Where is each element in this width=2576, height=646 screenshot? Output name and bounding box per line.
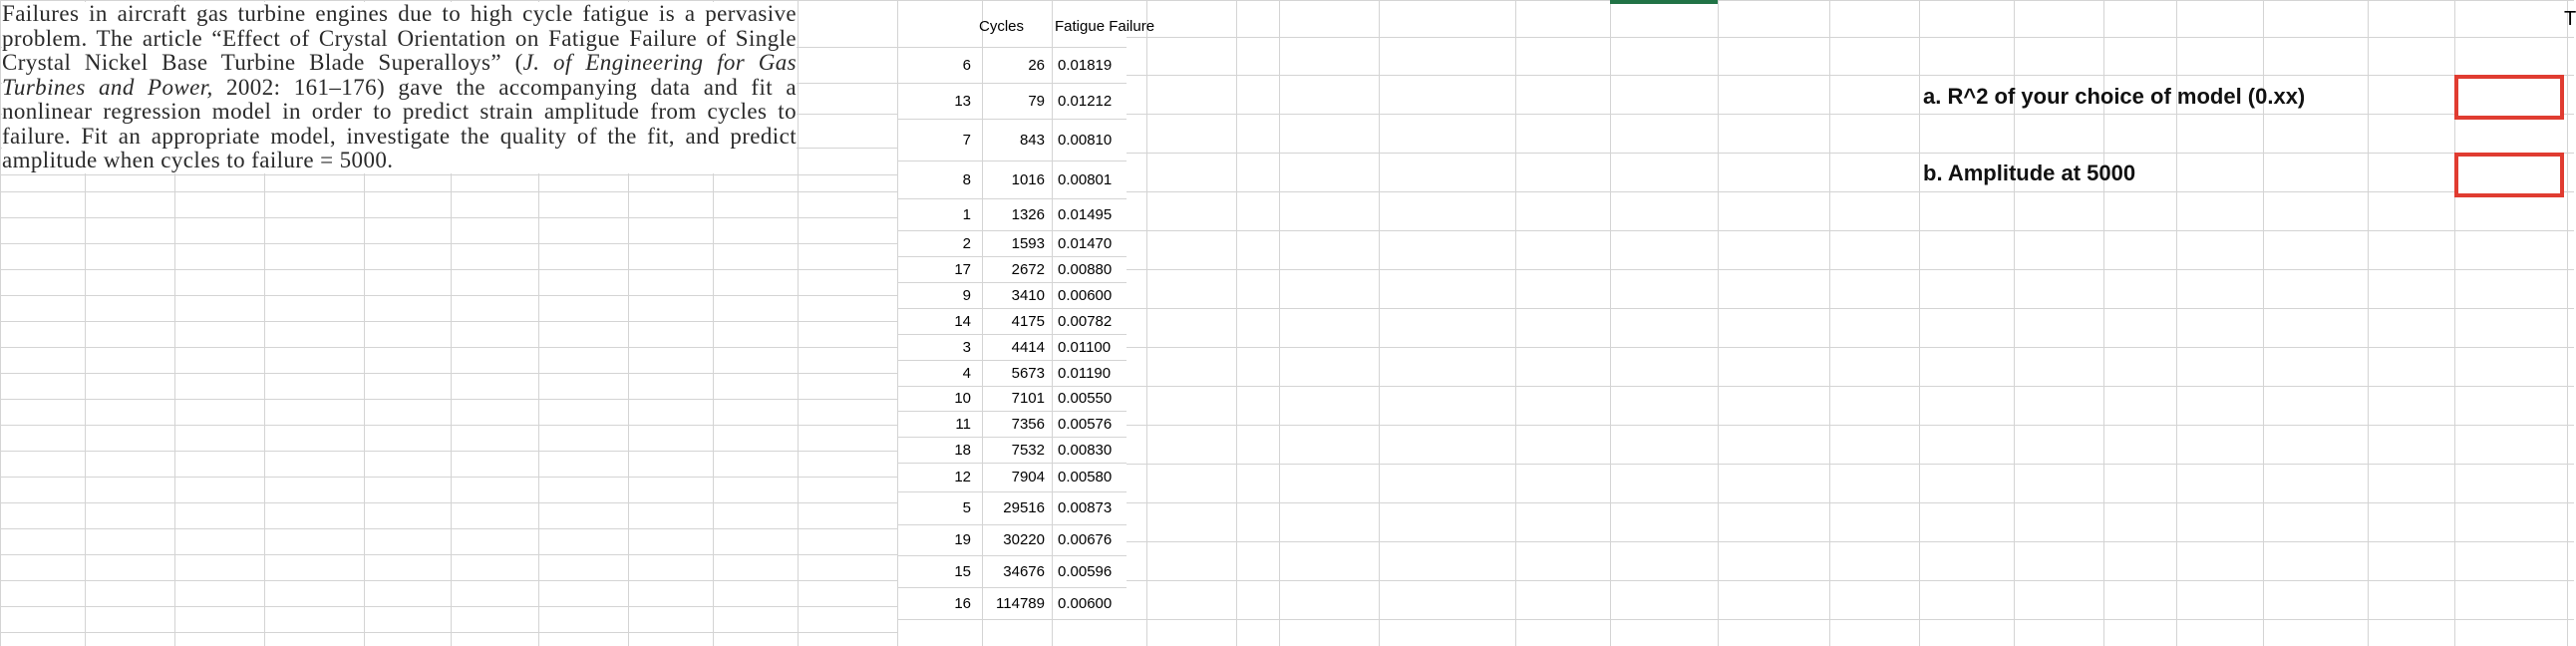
header-fatigue-failure[interactable]: Fatigue Failure — [1055, 17, 1155, 35]
fatigue-failure-cell[interactable]: 0.01100 — [1058, 338, 1112, 356]
cycles-cell[interactable]: 79 — [1028, 92, 1045, 110]
fatigue-failure-cell[interactable]: 0.01212 — [1058, 92, 1113, 110]
column-selection-indicator — [1610, 0, 1718, 4]
question-b-label: b. Amplitude at 5000 — [1923, 161, 2136, 185]
fatigue-failure-cell[interactable]: 0.00830 — [1058, 441, 1113, 459]
obs-number-cell[interactable]: 1 — [962, 205, 971, 223]
journal-name: J. of Engineering for Gas Turbines and Power, — [2, 50, 797, 100]
fatigue-failure-cell[interactable]: 0.00880 — [1058, 260, 1113, 278]
cycles-cell[interactable]: 5673 — [1011, 364, 1045, 382]
cycles-cell[interactable]: 29516 — [1003, 499, 1045, 516]
cycles-cell[interactable]: 7532 — [1011, 441, 1045, 459]
obs-number-cell[interactable]: 10 — [954, 390, 971, 407]
obs-number-cell[interactable]: 19 — [954, 531, 971, 548]
cycles-cell[interactable]: 1016 — [1011, 170, 1045, 188]
cycles-cell[interactable]: 30220 — [1003, 531, 1045, 548]
obs-number-cell[interactable]: 8 — [962, 170, 971, 188]
fatigue-failure-cell[interactable]: 0.00600 — [1058, 286, 1113, 304]
answer-a-input-cell[interactable] — [2454, 75, 2564, 120]
fatigue-failure-cell[interactable]: 0.01819 — [1058, 56, 1113, 74]
fatigue-failure-cell[interactable]: 0.01470 — [1058, 234, 1113, 252]
fatigue-failure-cell[interactable]: 0.00801 — [1058, 170, 1113, 188]
cycles-cell[interactable]: 2672 — [1011, 260, 1045, 278]
fatigue-failure-cell[interactable]: 0.00600 — [1058, 594, 1113, 612]
fatigue-failure-cell[interactable]: 0.00676 — [1058, 531, 1113, 548]
obs-number-cell[interactable]: 9 — [962, 286, 971, 304]
problem-text-body: 2002: 161–176) gave the accompanying data and fit a nonlinear regression model in order to predict strain amplitude from cycles to failure. Fit an appropriate model, investigate the quality of the fit, and predict amplitude when cycles to failure = 5000. — [2, 74, 797, 172]
obs-number-cell[interactable]: 17 — [954, 260, 971, 278]
cycles-cell[interactable]: 7101 — [1011, 390, 1045, 407]
fatigue-failure-cell[interactable]: 0.00782 — [1058, 312, 1113, 330]
obs-number-cell[interactable]: 13 — [954, 92, 971, 110]
header-cycles[interactable]: Cycles — [979, 17, 1025, 35]
obs-number-cell[interactable]: 2 — [962, 234, 971, 252]
fatigue-failure-cell[interactable]: 0.00873 — [1058, 499, 1113, 516]
cycles-cell[interactable]: 3410 — [1011, 286, 1045, 304]
fatigue-failure-cell[interactable]: 0.00576 — [1058, 415, 1113, 433]
fatigue-failure-cell[interactable]: 0.01495 — [1058, 205, 1113, 223]
answer-b-input-cell[interactable] — [2454, 153, 2564, 197]
obs-number-cell[interactable]: 5 — [962, 499, 971, 516]
obs-number-cell[interactable]: 6 — [962, 56, 971, 74]
obs-number-cell[interactable]: 3 — [962, 338, 971, 356]
problem-statement — [2, 2, 797, 173]
cycles-cell[interactable]: 4414 — [1011, 338, 1045, 356]
cycles-cell[interactable]: 26 — [1028, 56, 1045, 74]
fatigue-failure-cell[interactable]: 0.01190 — [1058, 364, 1112, 382]
cycles-cell[interactable]: 7904 — [1011, 469, 1045, 485]
obs-number-cell[interactable]: 4 — [962, 364, 971, 382]
cycles-cell[interactable]: 1326 — [1011, 205, 1045, 223]
clipped-cell-text: T — [2564, 8, 2576, 30]
obs-number-cell[interactable]: 11 — [955, 415, 971, 433]
cycles-cell[interactable]: 114789 — [996, 594, 1045, 612]
cycles-cell[interactable]: 843 — [1019, 131, 1045, 149]
cycles-cell[interactable]: 4175 — [1011, 312, 1045, 330]
obs-number-cell[interactable]: 16 — [954, 594, 971, 612]
cycles-cell[interactable]: 34676 — [1003, 562, 1045, 580]
fatigue-failure-cell[interactable]: 0.00580 — [1058, 469, 1113, 485]
fatigue-failure-cell[interactable]: 0.00810 — [1058, 131, 1113, 149]
obs-number-cell[interactable]: 18 — [954, 441, 971, 459]
question-a-label: a. R^2 of your choice of model (0.xx) — [1923, 84, 2306, 109]
obs-number-cell[interactable]: 12 — [954, 469, 971, 485]
fatigue-failure-cell[interactable]: 0.00550 — [1058, 390, 1113, 407]
cycles-cell[interactable]: 1593 — [1011, 234, 1045, 252]
problem-text-intro: Failures in aircraft gas turbine engines due to high cycle fatigue is a pervasive problem. The article “Effect of Crystal Orientation on Fatigue Failure of Single Crystal Nickel Base Turbine Blade Superalloys” ( — [2, 1, 797, 75]
cycles-cell[interactable]: 7356 — [1011, 415, 1045, 433]
fatigue-failure-cell[interactable]: 0.00596 — [1058, 562, 1113, 580]
obs-number-cell[interactable]: 14 — [954, 312, 971, 330]
obs-number-cell[interactable]: 15 — [954, 562, 971, 580]
obs-number-cell[interactable]: 7 — [962, 131, 971, 149]
